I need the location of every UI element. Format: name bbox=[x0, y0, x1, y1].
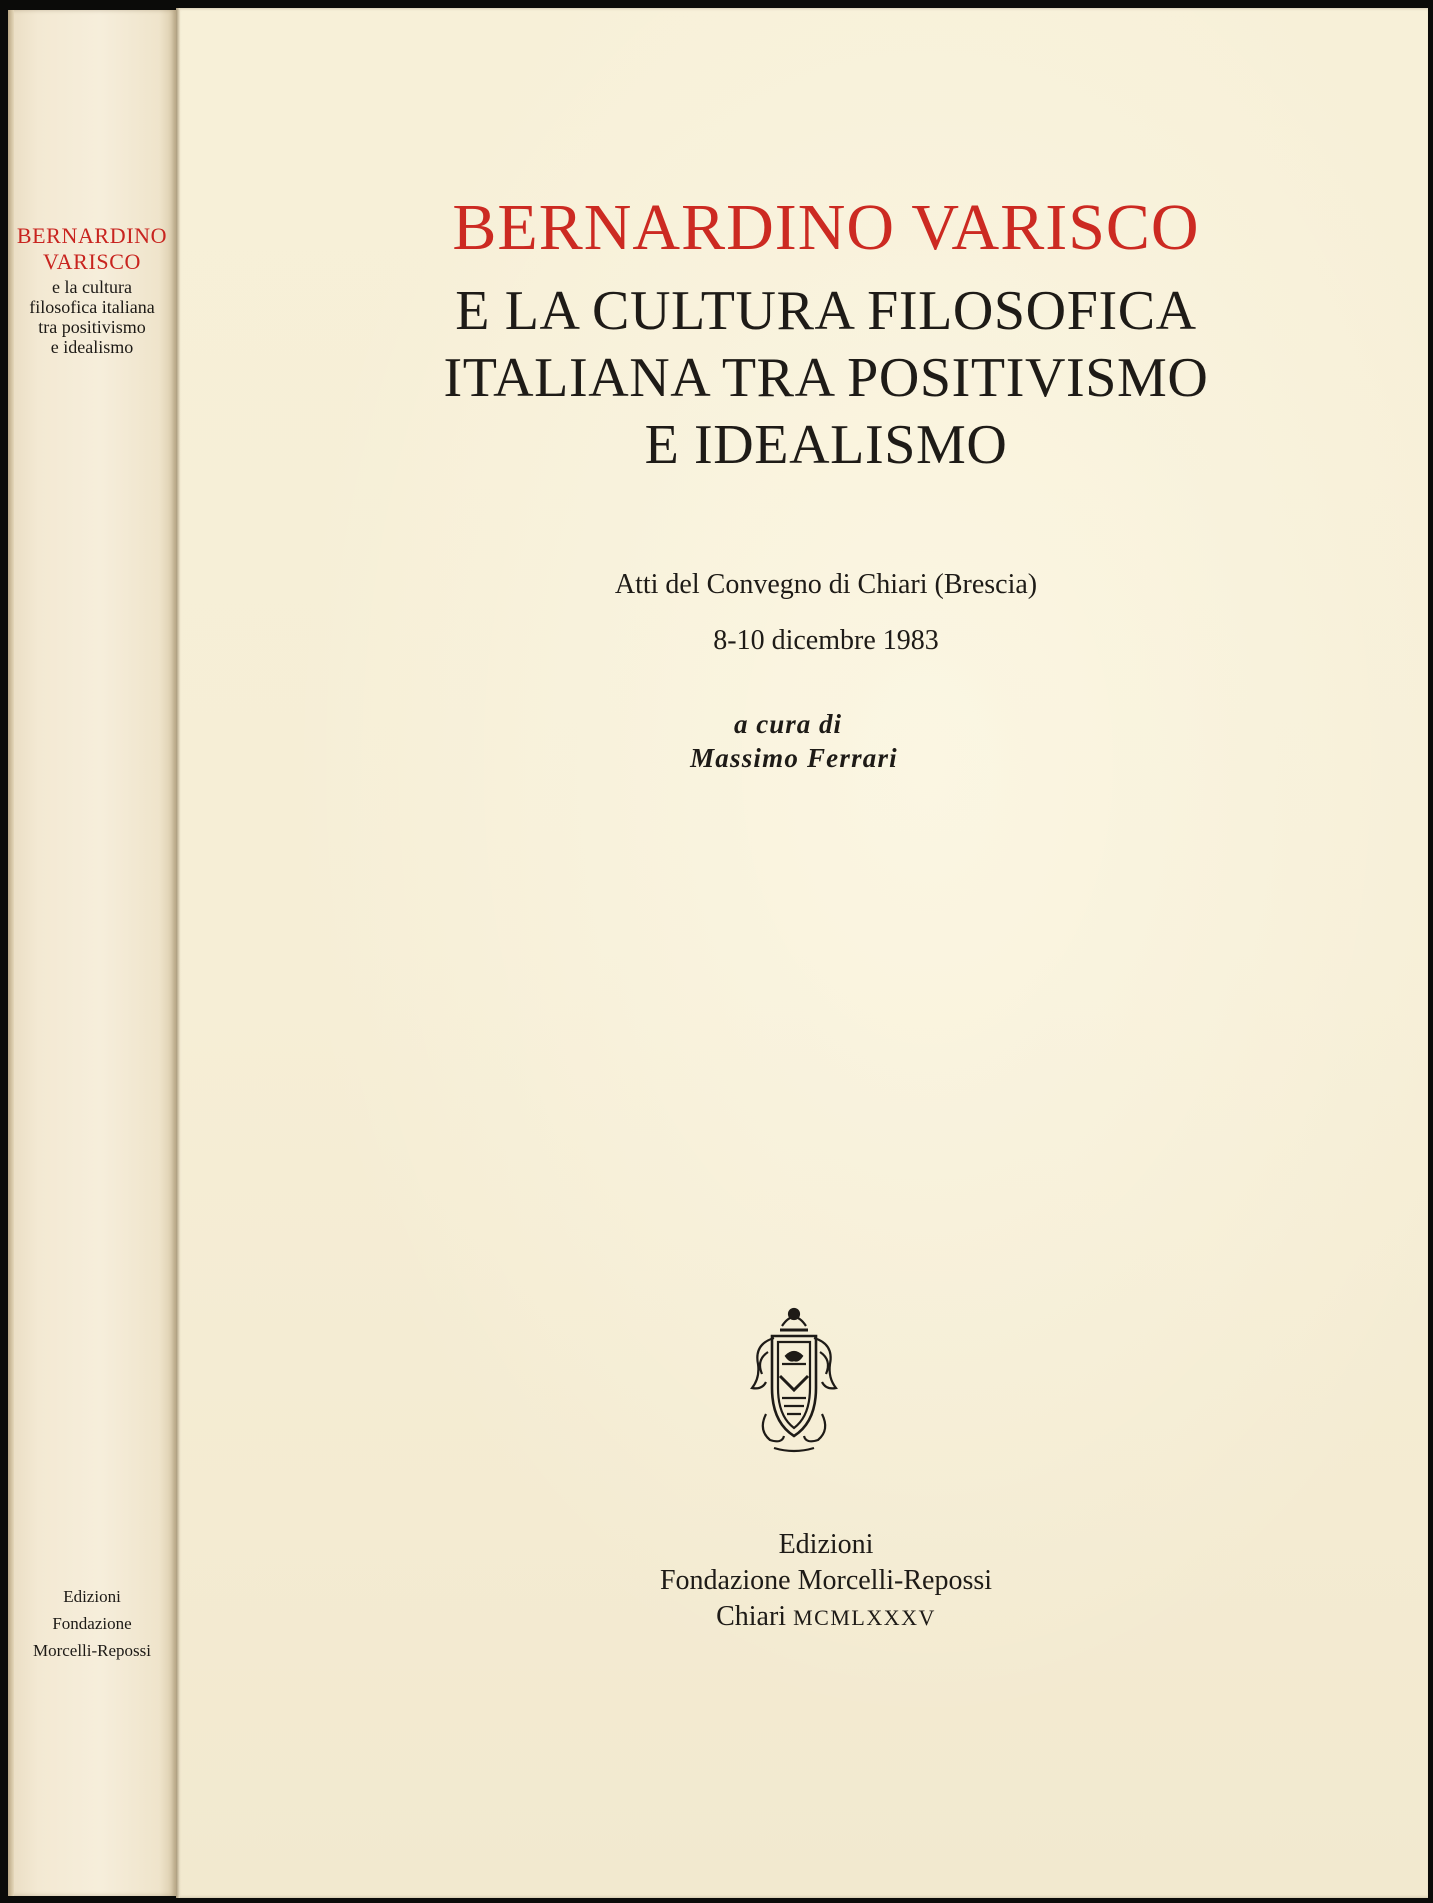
spine-title bbox=[8, 223, 176, 275]
publisher-line-1: Edizioni bbox=[778, 1529, 874, 1560]
publisher-city: Chiari bbox=[716, 1601, 787, 1632]
publisher-year: MCMLXXXV bbox=[793, 1605, 936, 1630]
cover-title-black: E LA CULTURA FILOSOFICA ITALIANA TRA POSITIVISMO E IDEALISMO bbox=[443, 280, 1209, 476]
publisher-line-2: Fondazione Morcelli-Repossi bbox=[659, 1565, 993, 1596]
spine-subtitle: e la cultura filosofica italiana tra positivismo e idealismo bbox=[29, 277, 155, 357]
cover-hinge bbox=[176, 8, 180, 1898]
editor-name: Massimo Ferrari bbox=[690, 743, 898, 773]
book-cover bbox=[176, 8, 1428, 1898]
conference-date: 8-10 dicembre 1983 bbox=[713, 625, 939, 656]
conference-line: Atti del Convegno di Chiari (Brescia) bbox=[614, 569, 1038, 600]
publisher-line-3 bbox=[426, 1600, 1226, 1635]
spine-publisher: Edizioni Fondazione Morcelli-Repossi bbox=[32, 1587, 152, 1660]
curated-by-label: a cura di bbox=[733, 709, 842, 739]
cover-title-red: BERNARDINO VARISCO bbox=[452, 191, 1200, 264]
coat-of-arms-emblem-icon bbox=[744, 1304, 844, 1458]
book-spine bbox=[8, 10, 176, 1896]
spine-title-red: BERNARDINO VARISCO bbox=[16, 223, 168, 274]
